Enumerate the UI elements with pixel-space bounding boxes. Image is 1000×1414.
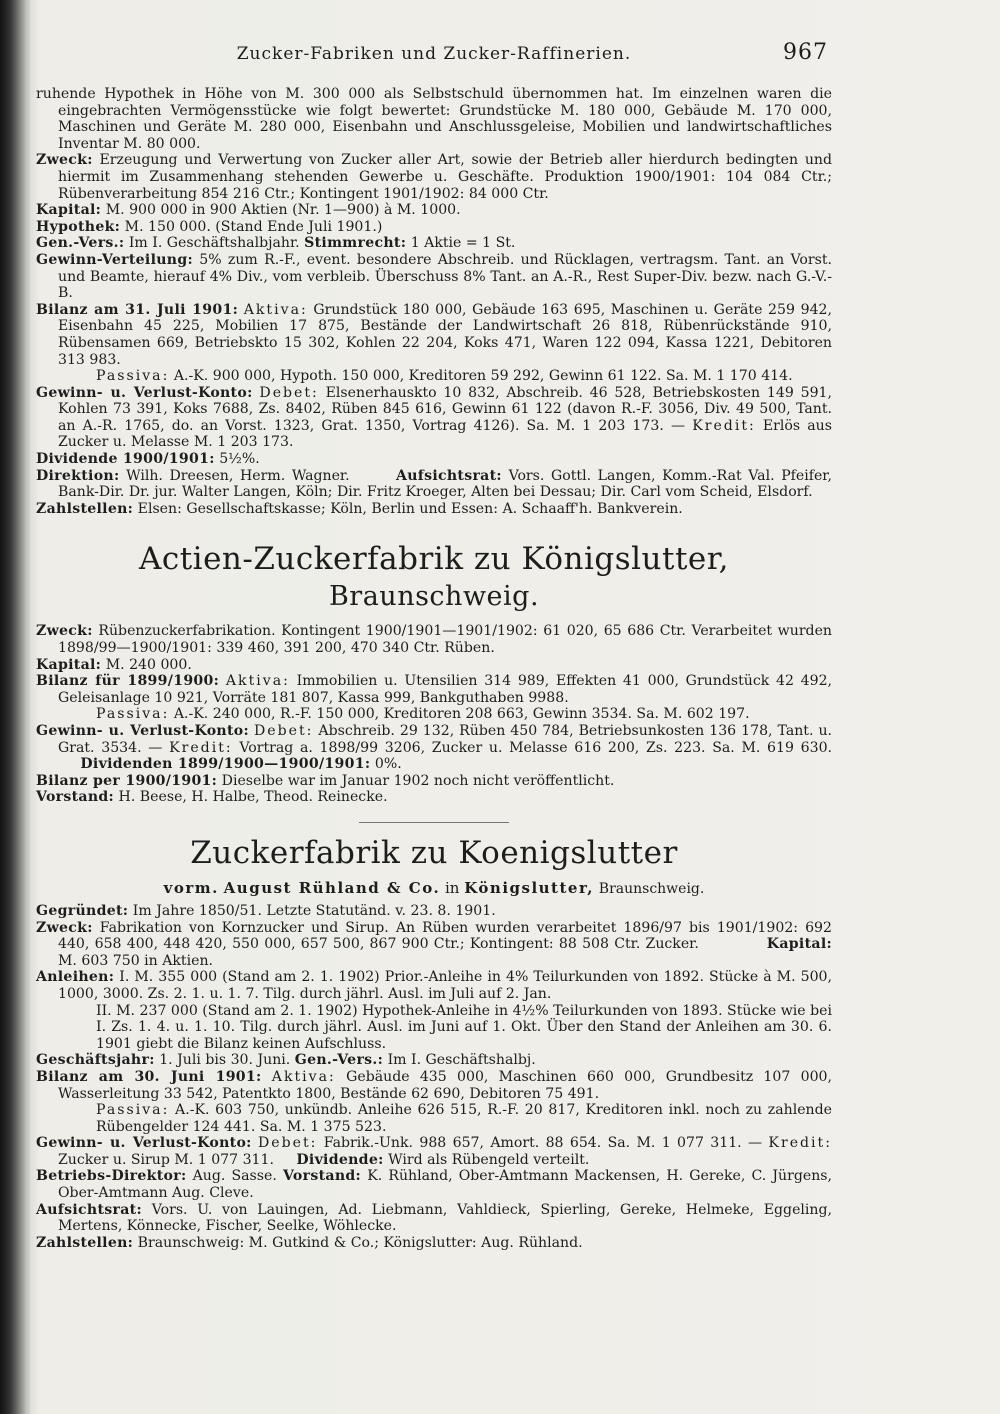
passiva-entry: [36, 368, 832, 385]
s2-guv-entry: [36, 723, 832, 773]
s3-zweck-entry: [36, 920, 832, 970]
s3-betriebsdir-entry: [36, 1168, 832, 1201]
s3-anleihen-label: Anleihen:: [36, 969, 115, 986]
s3-gegruendet-entry: [36, 903, 832, 920]
aktiva-word: Aktiva:: [243, 301, 308, 318]
running-head: [36, 40, 832, 74]
aufsichtsrat-text: Vors. Gottl. Langen, Komm.-Rat Val. Pfeifer, Bank-Dir. Dr. jur. Walter Langen, Köln; Dir. Fritz Kroeger, Alten bei Dessau; Dir. Carl vom Scheid, Elsdorf.: [58, 467, 832, 501]
s2-debet-word: Debet:: [253, 723, 314, 739]
section2-title: [36, 541, 832, 615]
stimmrecht-text: 1 Aktie = 1 St.: [410, 235, 516, 252]
s2-kredit-word: Kredit:: [169, 739, 233, 756]
s2-kapital-entry: [36, 657, 832, 674]
s3-geschjahr-entry: [36, 1052, 832, 1069]
s3-zahlstellen-entry: [36, 1235, 832, 1252]
s3-dividende-text: Wird als Rübengeld verteilt.: [388, 1151, 590, 1168]
s3-guv-entry: [36, 1135, 832, 1168]
bilanz-entry: [36, 302, 832, 368]
s3-kapital-label: Kapital:: [766, 936, 832, 953]
section-actien-zuckerfabrik: [36, 541, 832, 806]
s3-anleihen-entry: [36, 969, 832, 1002]
passiva-text: A.-K. 900 000, Hypoth. 150 000, Kreditoren 59 292, Gewinn 61 122. Sa. M. 1 170 414.: [173, 368, 793, 385]
s3-anleihen-text: I. M. 355 000 (Stand am 2. 1. 1902) Prior.-Anleihe in 4% Teilurkunden von 1892. Stücke à M. 500, 1000, 3000. Zs. 2. 1. u. 1. 7. Tilg. durch jährl. Ausl. im Juli auf 2. Jan.: [58, 969, 832, 1002]
s3-passiva-entry: [36, 1102, 832, 1135]
s2-dividenden-text: 0%.: [374, 756, 402, 773]
section3-subtitle: [36, 879, 832, 897]
s3-vorstand-label: Vorstand:: [282, 1168, 362, 1185]
s2-zweck-entry: [36, 623, 832, 656]
s3-kredit-text: Zucker u. Sirup M. 1 077 311.: [58, 1151, 274, 1168]
s2-bilanz-entry: [36, 673, 832, 706]
s3-zweck-label: Zweck:: [36, 919, 93, 936]
s2-aktiva-word: Aktiva:: [225, 673, 290, 690]
s2-dividenden-label: Dividenden 1899/1900—1900/1901:: [80, 756, 371, 773]
sub-region: Braunschweig.: [598, 880, 705, 897]
running-title: Zucker-Fabriken und Zucker-Raffinerien.: [236, 44, 632, 64]
section2-title-place: Braunschweig.: [328, 581, 540, 613]
dividende-entry: [36, 451, 832, 468]
kapital-entry: [36, 202, 832, 219]
s3-geschjahr-label: Geschäftsjahr:: [36, 1052, 155, 1069]
genvers-label: Gen.-Vers.:: [36, 235, 125, 252]
aufsichtsrat-label: Aufsichtsrat:: [395, 467, 502, 484]
direktion-entry: [36, 468, 832, 501]
s2-kapital-label: Kapital:: [36, 656, 102, 673]
guv-entry: [36, 385, 832, 451]
s3-zahlstellen-text: Braunschweig: M. Gutkind & Co.; Königslutter: Aug. Rühland.: [137, 1234, 583, 1251]
s2-kapital-text: M. 240 000.: [105, 656, 192, 673]
s3-aufsichtsrat-label: Aufsichtsrat:: [36, 1201, 142, 1218]
genvers-text: Im I. Geschäftshalbjahr.: [128, 235, 300, 252]
kapital-text: M. 900 000 in 900 Aktien (Nr. 1—900) à M. 1000.: [105, 202, 461, 219]
s3-genvers-text: Im I. Geschäftshalbj.: [387, 1052, 536, 1069]
s3-kapital-text: M. 603 750 in Aktien.: [58, 952, 214, 969]
dividende-text: 5½%.: [219, 451, 260, 468]
s3-anleihen2-text: II. M. 237 000 (Stand am 2. 1. 1902) Hypothek-Anleihe in 4½% Teilurkunden von 1893. Stücke wie bei I. Zs. 1. 4. u. 1. 10. Tilg. durch jährl. Ausl. im Juni auf 1. Okt. Über den Stand der Anleihen am 30. 6. 1901 giebt die Bilanz keinen Aufschluss.: [96, 1002, 832, 1052]
zahlstellen-label: Zahlstellen:: [36, 500, 134, 517]
sub-place: Königslutter,: [464, 878, 594, 897]
s3-gegruendet-label: Gegründet:: [36, 902, 129, 919]
passiva-word: Passiva:: [96, 368, 170, 385]
hypothek-entry: [36, 219, 832, 236]
s3-genvers-label: Gen.-Vers.:: [294, 1052, 384, 1069]
s2-vorstand-label: Vorstand:: [36, 789, 115, 806]
hypothek-text: M. 150 000. (Stand Ende Juli 1901.): [124, 218, 383, 235]
s3-passiva-text: A.-K. 603 750, unkündb. Anleihe 626 515, R.-F. 20 817, Kreditoren inkl. noch zu zahlende Rübengelder 124 441. Sa. M. 1 375 523.: [96, 1102, 832, 1135]
aktiva-text: Grundstück 180 000, Gebäude 163 695, Maschinen u. Geräte 259 942, Eisenbahn 45 225, Mobilien 17 875, Bestände der Landwirtschaft 26 818, Rübenrückstände 910, Rübensamen 669, Betriebskto 15 302, Kohlen 22 204, Koks 471, Waren 122 094, Kassa 1221, Debitoren 313 983.: [58, 301, 832, 368]
s2-bilanz-label: Bilanz für 1899/1900:: [36, 673, 220, 690]
s2-passiva-entry: [36, 706, 832, 723]
s2-vorstand-text: H. Beese, H. Halbe, Theod. Reinecke.: [118, 789, 388, 806]
genvers-entry: [36, 235, 832, 252]
s3-zahlstellen-label: Zahlstellen:: [36, 1234, 134, 1251]
s2-zweck-text: Rübenzuckerfabrikation. Kontingent 1900/1901—1901/1902: 61 020, 65 686 Ctr. Verarbeitet wurden 1898/99—1900/1901: 339 460, 391 200, 470 340 Ctr. Rüben.: [58, 623, 832, 657]
s2-debet-text: Abschreib. 29 132, Rüben 450 784, Betriebsunkosten 136 178, Tant. u. Grat. 3534. —: [58, 723, 833, 756]
s2-bilanz2-text: Dieselbe war im Januar 1902 noch nicht veröffentlicht.: [221, 772, 615, 789]
s3-aufsichtsrat-text: Vors. U. von Lauingen, Ad. Liebmann, Vahldieck, Spierling, Gereke, Helmeke, Eggeling, Mertens, Könnecke, Fischer, Seelke, Wöhlecke.: [58, 1201, 832, 1235]
sub-in: in: [444, 878, 460, 897]
s3-anleihen2-entry: [36, 1003, 832, 1053]
gewinnvert-entry: [36, 252, 832, 302]
s2-passiva-text: A.-K. 240 000, R.-F. 150 000, Kreditoren 208 663, Gewinn 3534. Sa. M. 602 197.: [173, 706, 750, 723]
kapital-label: Kapital:: [36, 202, 102, 219]
zweck-text: Erzeugung und Verwertung von Zucker aller Art, sowie der Betrieb aller hierdurch bedingten und hiermit im Zusammenhang stehenden Gewerbe u. Geschäfte. Produktion 1900/1901: 104 084 Ctr.; Rübenverarbeitung 854 216 Ctr.; Kontingent 1901/1902: 84 000 Ctr.: [58, 152, 832, 202]
zweck-entry: [36, 152, 832, 202]
s3-bilanz-entry: [36, 1069, 832, 1102]
zahlstellen-text: Elsen: Gesellschaftskasse; Köln, Berlin und Essen: A. Schaaff'h. Bankverein.: [137, 500, 683, 517]
sub-vorm: vorm.: [163, 878, 219, 897]
s3-bilanz-label: Bilanz am 30. Juni 1901:: [36, 1068, 262, 1085]
s3-aktiva-word: Aktiva:: [271, 1068, 336, 1085]
dividende-label: Dividende 1900/1901:: [36, 451, 215, 468]
section-continued-entry: [36, 86, 832, 517]
zahlstellen-entry: [36, 501, 832, 518]
zweck-label: Zweck:: [36, 152, 93, 169]
s3-gegruendet-text: Im Jahre 1850/51. Letzte Statutänd. v. 23. 8. 1901.: [132, 902, 496, 919]
s2-zweck-label: Zweck:: [36, 623, 93, 640]
direktion-text: Wilh. Dreesen, Herm. Wagner.: [126, 467, 350, 484]
s3-geschjahr-text: 1. Juli bis 30. Juni.: [159, 1052, 291, 1069]
section2-title-main: Actien-Zuckerfabrik zu Königslutter,: [138, 541, 730, 578]
binding-edge: [0, 0, 30, 1414]
s3-debet-word: Debet:: [258, 1135, 318, 1152]
gewinnvert-text: 5% zum R.-F., event. besondere Abschreib. und Rücklagen, vertragsm. Tant. an Vorst. und Beamte, hierauf 4% Div., vom verbleib. Überschuss 8% Tant. an A.-R., Rest Super-Div. bezw. nach G.-V.-B.: [58, 251, 832, 302]
kredit-word: Kredit:: [692, 417, 756, 434]
debet-word: Debet:: [259, 384, 319, 401]
s3-aufsichtsrat-entry: [36, 1202, 832, 1235]
direktion-label: Direktion:: [36, 467, 120, 484]
s2-guv-label: Gewinn- u. Verlust-Konto:: [36, 723, 249, 739]
hypothek-label: Hypothek:: [36, 218, 121, 235]
s2-bilanz2-entry: [36, 773, 832, 790]
kredit-text: Erlös aus Zucker u. Melasse M. 1 203 173.: [58, 417, 832, 451]
s3-dividende-label: Dividende:: [296, 1151, 384, 1168]
s2-vorstand-entry: [36, 789, 832, 806]
s2-kredit-text: Vortrag a. 1898/99 3206, Zucker u. Melasse 616 200, Zs. 223. Sa. M. 619 630.: [239, 739, 833, 756]
page-number: 967: [783, 40, 828, 65]
debet-text: Elsenerhauskto 10 832, Abschreib. 46 528, Betriebskosten 149 591, Kohlen 73 391, Koks 7688, Zs. 8402, Rüben 845 616, Gewinn 61 122 (davon R.-F. 3056, Div. 49 500, Tant. an A.-R. 1765, do. an Vorst. 1323, Grat. 1350, Vortrag 4126). Sa. M. 1 203 173. —: [58, 384, 832, 434]
intro-text: ruhende Hypothek in Höhe von M. 300 000 als Selbstschuld übernommen hat. Im einzelnen waren die eingebrachten Vermögensstücke wie folgt bewertet: Grundstücke M. 180 000, Gebäude M. 170 000, Maschinen und Geräte M. 280 000, Eisenbahn und Anschlussgeleise, Mobilien und landwirtschaftliches Inventar M. 80 000.: [36, 86, 832, 152]
section-zuckerfabrik-koenigslutter: [36, 835, 832, 1251]
gewinnvert-label: Gewinn-Verteilung:: [36, 251, 193, 268]
s3-kredit-word: Kredit:: [768, 1135, 832, 1152]
stimmrecht-label: Stimmrecht:: [304, 235, 407, 252]
guv-label: Gewinn- u. Verlust-Konto:: [36, 384, 253, 401]
sub-firm: August Rühland & Co.: [223, 878, 441, 897]
page-content: [36, 40, 832, 1251]
s3-passiva-word: Passiva:: [96, 1102, 170, 1119]
intro-paragraph: [36, 86, 832, 152]
s3-aktiva-text: Gebäude 435 000, Maschinen 660 000, Grundbesitz 107 000, Wasserleitung 33 542, Patentkto 1800, Bestände 62 690, Debitoren 75 491.: [58, 1068, 832, 1102]
s2-bilanz2-label: Bilanz per 1900/1901:: [36, 772, 218, 789]
section3-title: Zuckerfabrik zu Koenigslutter: [190, 834, 678, 871]
s3-debet-text: Fabrik.-Unk. 988 657, Amort. 88 654. Sa. M. 1 077 311. —: [323, 1135, 763, 1152]
bilanz-label: Bilanz am 31. Juli 1901:: [36, 301, 239, 318]
s3-betriebsdir-text: Aug. Sasse.: [192, 1168, 277, 1185]
s2-passiva-word: Passiva:: [96, 706, 170, 723]
s3-vorstand-text: K. Rühland, Ober-Amtmann Mackensen, H. Gereke, C. Jürgens, Ober-Amtmann Aug. Cleve.: [58, 1168, 832, 1202]
s2-aktiva-text: Immobilien u. Utensilien 314 989, Effekten 41 000, Grundstück 42 492, Geleisanlage 10 921, Vorräte 181 807, Kassa 999, Bankguthaben 9988.: [58, 673, 833, 706]
s3-zweck-text: Fabrikation von Kornzucker und Sirup. An Rüben wurden verarbeitet 1896/97 bis 1901/1902: 692 440, 658 400, 448 420, 550 000, 657 500, 867 900 Ctr.; Kontingent: 88 508 Ctr. Zucker.: [58, 919, 832, 953]
section-divider: [359, 822, 509, 823]
s3-betriebsdir-label: Betriebs-Direktor:: [36, 1168, 187, 1185]
s3-guv-label: Gewinn- u. Verlust-Konto:: [36, 1135, 252, 1152]
